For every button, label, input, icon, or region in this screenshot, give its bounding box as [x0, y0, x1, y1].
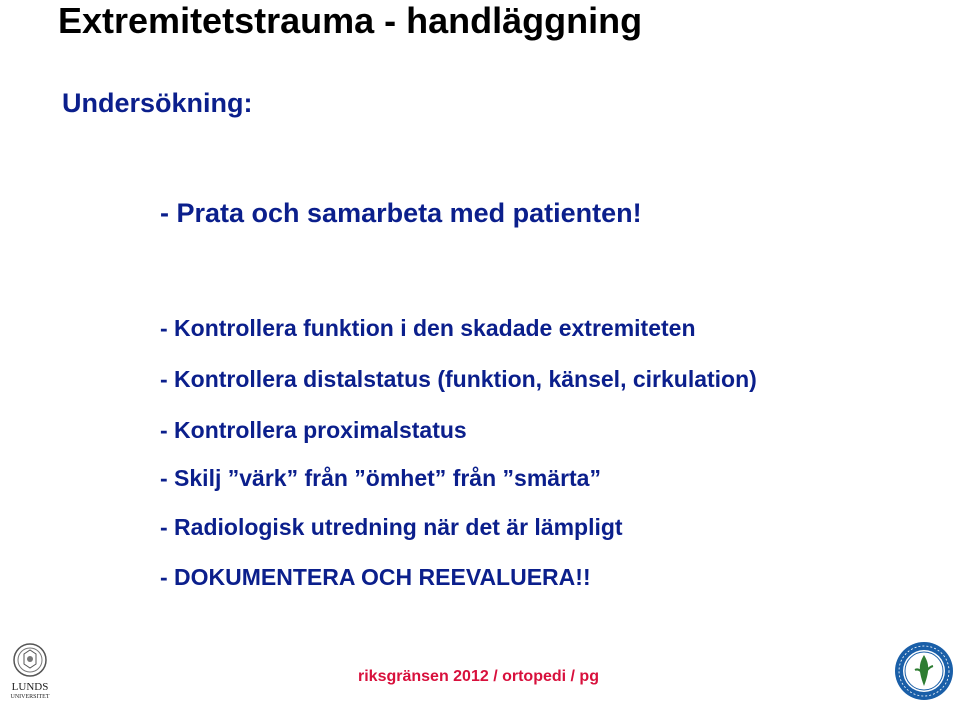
bullet-item: - Kontrollera funktion i den skadade extremiteten: [160, 315, 696, 341]
university-seal-icon: [4, 640, 56, 702]
lead-bullet: - Prata och samarbeta med patienten!: [160, 198, 642, 228]
bullet-item: - Skilj ”värk” från ”ömhet” från ”smärta”: [160, 465, 601, 491]
slide-subtitle: Undersökning:: [62, 88, 253, 118]
logo-left-line2: UNIVERSITET: [10, 694, 50, 700]
bullet-item: - Kontrollera distalstatus (funktion, känsel, cirkulation): [160, 366, 757, 392]
bullet-item: - Kontrollera proximalstatus: [160, 417, 467, 443]
logo-left-line1: LUNDS: [11, 681, 49, 693]
bullet-item: - DOKUMENTERA OCH REEVALUERA!!: [160, 564, 591, 590]
slide-title: Extremitetstrauma - handläggning: [58, 0, 643, 41]
bullet-item: - Radiologisk utredning när det är lämpligt: [160, 514, 623, 540]
orthopaedic-society-seal-icon: [893, 640, 955, 702]
footer-text: riksgränsen 2012 / ortopedi / pg: [358, 668, 599, 685]
